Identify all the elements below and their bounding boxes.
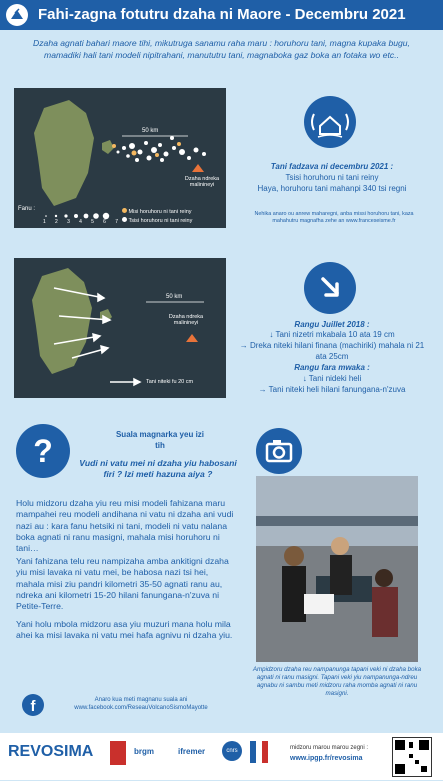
camera-icon [256, 428, 302, 474]
earthquake-map [14, 88, 226, 228]
legend-size-5: 5 [91, 219, 94, 225]
svg-text:f: f [30, 698, 36, 715]
legend-size-7: 7 [115, 219, 118, 225]
team-photo [256, 476, 418, 662]
footer-url-label: midzoru marou marou zegni : [290, 745, 369, 751]
header-bar [0, 0, 443, 30]
footer-brand: REVOSIMA [8, 743, 94, 760]
question-text: Vudi ni vatu mei ni dzaha yiu habosani firi ? Izi meti hazuna aiya ? [79, 458, 237, 479]
volcano-label: Dzaha ndreka malinineyi [184, 176, 220, 188]
partner-cnrs-logo [222, 741, 242, 761]
page-title: Fahi-zagna fotutru dzaha ni Maore - Decembru 2021 [38, 6, 406, 23]
deformation-map [14, 258, 226, 398]
info-small-text: Nehika anaro ou anrew maharegni, anba missi horuhoru tani, kaza mahahutru magnafha zehe an www.franceseisme.fr [254, 211, 414, 224]
footer-url[interactable]: www.ipgp.fr/revosima [290, 755, 363, 762]
rank-line-2: → Dreka niteki hilani finana (machiriki) mahala ni 21 ata 25cm [239, 341, 425, 361]
rank-line-4: → Tani niteki heli hilani fanungana-n'zuva [258, 385, 406, 394]
info-line-1: Tsisi horuhoru ni tani reiny [285, 173, 379, 182]
legend-dot-orange-icon [122, 208, 127, 213]
qr-code-icon[interactable] [392, 737, 432, 777]
map2-scale-label: 50 km [166, 294, 183, 300]
legend-size-6: 6 [103, 219, 106, 225]
facebook-link[interactable]: www.facebook.com/ReseauVolcanoSismoMayotte [74, 705, 208, 711]
partner-ifremer-logo: ifremer [178, 747, 206, 756]
partner-seal-icon [110, 741, 126, 765]
house-earthquake-icon [304, 96, 356, 148]
paragraph-3: Yani holu mbola midzoru asa yiu muzuri mana holu mila ahei ka misi lavaka ni vatu mei hafa agnivu ni dzaha yiu. [16, 619, 233, 641]
footer [0, 733, 443, 780]
republique-logo-icon [250, 741, 268, 763]
question-mark-icon [16, 424, 70, 478]
legend-item-orange-label: Misi horuhoru ni tani reiny [128, 209, 192, 215]
legend-item-white-label: Tsisi horuhoru ni tani reiny [128, 218, 193, 224]
revosima-logo-icon [6, 4, 28, 26]
social-text: Anaro kua meti magnanu suala ani [94, 697, 188, 703]
rank-title-1: Rangu Juillet 2018 : [294, 320, 370, 329]
legend-force-label: Fanu : [18, 206, 36, 212]
intro-text: Dzaha agnati bahari maore tihi, mikutruga sanamu raha maru : horuhoru tani, magna kupaka bugu, mamadiki hali tani modeli nipitrahani, manututru tani, magnaboka gaz boka an fotaka wo etc.. [33, 38, 410, 60]
rank-title-2: Rangu fara mwaka : [294, 363, 370, 372]
arrow-legend-label: Tani niteki fu 20 cm [146, 379, 194, 385]
legend-item-orange [122, 208, 192, 215]
info-line-2: Haya, horuhoru tani mahanpi 340 tsi regni [257, 184, 407, 193]
partner-brgm-logo: brgm [134, 747, 154, 756]
photo-caption: Ampidzoru dzaha reu nampanunga tapani veki ni dzaha boka agnati ni ranu masigni. Tapani veki yiu nampanunga-ndreu agnabu ni sambu meti midzoru raha momba agnati ni ranu masigni. [252, 666, 422, 697]
map-scale-label: 50 km [142, 128, 159, 134]
info-title: Tani fadzava ni decembru 2021 : [270, 162, 394, 171]
question-title: Suala magnarka yeu izi tih [115, 430, 205, 450]
legend-size-2: 2 [55, 219, 58, 225]
legend-dot-white-icon [122, 217, 127, 222]
facebook-icon[interactable] [22, 694, 44, 716]
legend-item-white [122, 217, 192, 224]
svg-text:?: ? [33, 433, 53, 469]
paragraph-1: Holu midzoru dzaha yiu reu misi modeli fahizana maru mampahei reu modeli andihana ni vatu ni dzaha ani vudi nazi au : kara fanu hetsiki ni tani, modeli ni vatu nalana boka agnati ni ranu masigni, mahala misi horuhoru ni tani… [16, 498, 234, 554]
arrow-down-right-icon [304, 262, 356, 314]
legend-size-1: 1 [43, 219, 46, 225]
legend-size-3: 3 [67, 219, 70, 225]
partner-cnrs-label: cnrs [226, 748, 238, 754]
rank-line-3: ↓ Tani nideki heli [302, 374, 362, 383]
paragraph-2: Yani fahizana telu reu nampizaha amba ankitigni dzaha yiu misi lavaka ni vatu mei, be habosa nazi tsi hei, mahala misi ziu pandri kilometri 35-50 agnati ranu au, ndreka ani kilometri 15-20 hilani fanungana-n'zuva ni Petite-Terre. [16, 556, 229, 612]
rank-line-1: ↓ Tani nizetri mkabala 10 ata 19 cm [269, 330, 395, 339]
map2-volcano-label: Dzaha ndreka malinineyi [168, 314, 204, 326]
legend-size-4: 4 [79, 219, 82, 225]
legend-sizes [43, 219, 118, 225]
